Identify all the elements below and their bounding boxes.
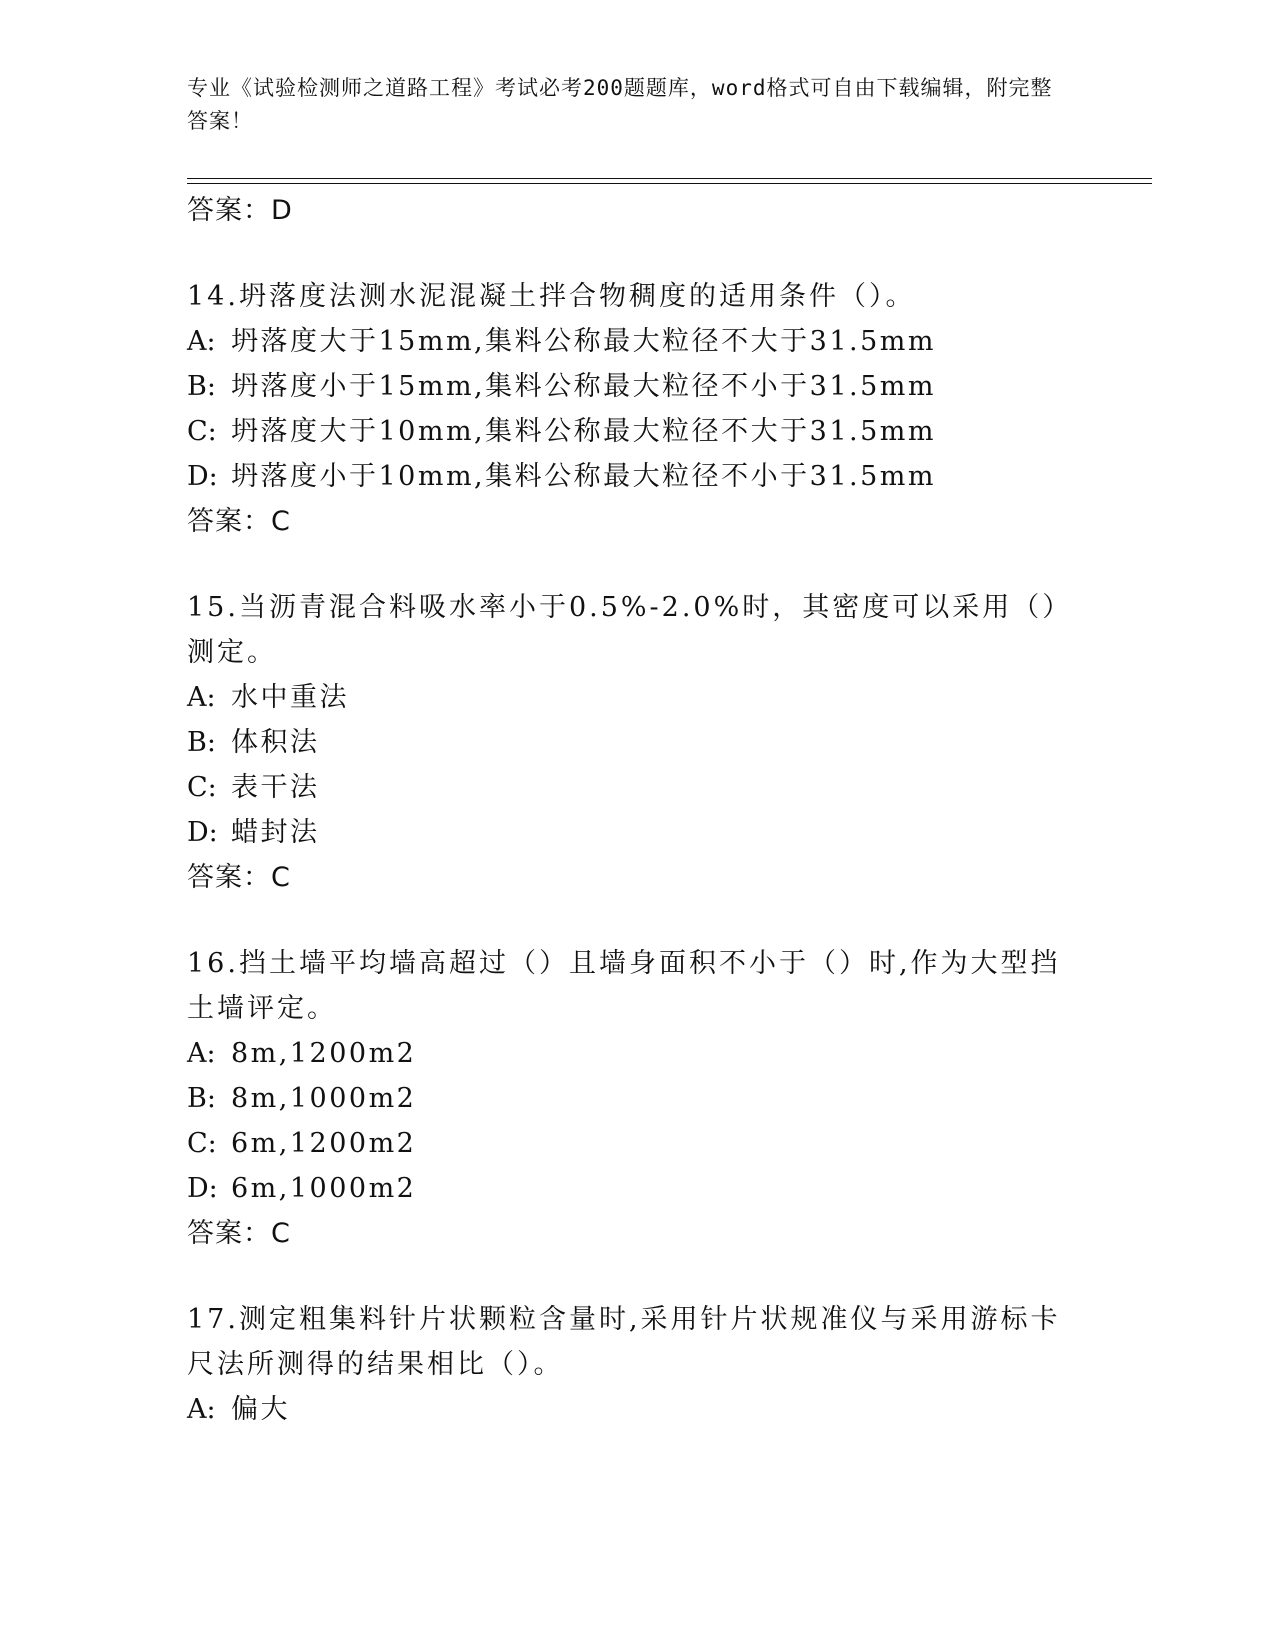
option-c: [187, 1121, 1087, 1166]
option-letter: A:: [187, 1038, 216, 1069]
option-letter: B:: [187, 1083, 216, 1114]
option-d: [187, 454, 1087, 499]
option-letter: D:: [187, 461, 218, 492]
question-stem: 16.挡土墙平均墙高超过（）且墙身面积不小于（）时,作为大型挡土墙评定。: [187, 948, 1061, 1024]
option-letter: C:: [187, 772, 217, 803]
option-c: [187, 765, 1087, 810]
option-b: [187, 720, 1087, 765]
question-16: [187, 941, 1087, 1257]
option-letter: A:: [187, 682, 216, 713]
question-14: [187, 274, 1087, 545]
question-stem: 15.当沥青混合料吸水率小于0.5%-2.0%时，其密度可以采用（）测定。: [187, 592, 1073, 668]
option-text: 偏大: [231, 1394, 290, 1425]
option-b: [187, 364, 1087, 409]
option-a: [187, 675, 1087, 720]
option-b: [187, 1076, 1087, 1121]
option-text: 蜡封法: [231, 817, 320, 848]
option-a: [187, 319, 1087, 364]
header-rule-bottom: [187, 183, 1152, 184]
answer-line: 答案：C: [187, 862, 291, 893]
document-body: [187, 188, 1087, 1432]
option-text: 6m,1000m2: [231, 1173, 417, 1204]
option-letter: D:: [187, 1173, 218, 1204]
question-17: [187, 1297, 1087, 1432]
option-letter: A:: [187, 1394, 216, 1425]
option-letter: B:: [187, 371, 216, 402]
header-rule-top: [187, 178, 1152, 179]
option-c: [187, 409, 1087, 454]
option-letter: A:: [187, 326, 216, 357]
option-d: [187, 1166, 1087, 1211]
option-d: [187, 810, 1087, 855]
question-stem: 14.坍落度法测水泥混凝土拌合物稠度的适用条件（）。: [187, 281, 916, 312]
option-text: 坍落度大于10mm,集料公称最大粒径不大于31.5mm: [231, 416, 936, 447]
page-header: 专业《试验检测师之道路工程》考试必考200题题库，word格式可自由下载编辑，附完整答案！: [187, 76, 1053, 133]
option-letter: D:: [187, 817, 218, 848]
question-15: [187, 585, 1087, 901]
question-stem: 17.测定粗集料针片状颗粒含量时,采用针片状规准仪与采用游标卡尺法所测得的结果相比（）。: [187, 1304, 1061, 1380]
option-text: 6m,1200m2: [231, 1128, 417, 1159]
answer-line: 答案：C: [187, 506, 291, 537]
option-text: 坍落度大于15mm,集料公称最大粒径不大于31.5mm: [231, 326, 936, 357]
option-text: 坍落度小于10mm,集料公称最大粒径不小于31.5mm: [231, 461, 936, 492]
option-text: 8m,1200m2: [231, 1038, 417, 1069]
option-text: 水中重法: [231, 682, 349, 713]
option-a: [187, 1031, 1087, 1076]
option-text: 体积法: [231, 727, 320, 758]
option-a: [187, 1387, 1087, 1432]
answer-line: 答案：C: [187, 1218, 291, 1249]
answer-line: 答案：D: [187, 195, 293, 226]
option-text: 8m,1000m2: [231, 1083, 417, 1114]
option-letter: C:: [187, 1128, 217, 1159]
option-text: 坍落度小于15mm,集料公称最大粒径不小于31.5mm: [231, 371, 936, 402]
option-letter: C:: [187, 416, 217, 447]
option-text: 表干法: [231, 772, 320, 803]
option-letter: B:: [187, 727, 216, 758]
